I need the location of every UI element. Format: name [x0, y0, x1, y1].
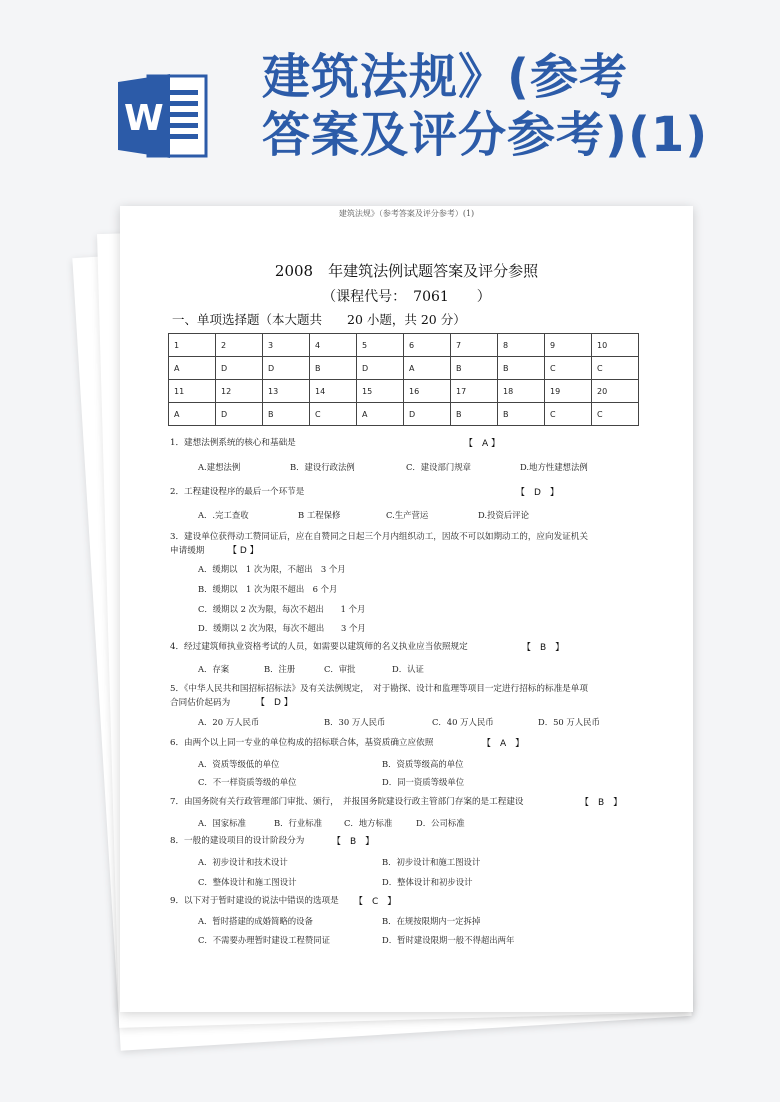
table-cell: A — [169, 403, 216, 426]
table-cell: C — [545, 357, 592, 380]
table-cell: 4 — [310, 334, 357, 357]
question-9-option: B．在规按限期内一定拆掉 — [382, 916, 481, 926]
question-4-answer: 【 B 】 — [522, 643, 565, 653]
section-heading: 一、单项选择题（本大题共 20 小题，共 20 分） — [172, 312, 466, 327]
table-row — [169, 357, 639, 380]
question-2-option: A．.完工查收 — [198, 510, 249, 520]
table-cell: A — [404, 357, 451, 380]
question-7-option: C．地方标准 — [344, 818, 393, 828]
question-8-option: A．初步设计和技术设计 — [198, 857, 288, 867]
document-title — [262, 48, 762, 164]
question-7-option: B．行业标准 — [274, 818, 323, 828]
question-3-answer: 【 D 】 — [228, 546, 259, 556]
table-cell: B — [498, 403, 545, 426]
question-5-option: C．40 万人民币 — [432, 717, 494, 727]
table-cell: B — [310, 357, 357, 380]
table-cell: D — [216, 403, 263, 426]
question-7-text: 7．由国务院有关行政管理部门审批、颁行， 并报国务院建设行政主管部门存案的是工程建设 — [170, 797, 524, 807]
question-1-option: A.建想法例 — [198, 462, 241, 472]
question-3-option: D．缓期以 2 次为限，每次不超出 3 个月 — [198, 623, 366, 633]
running-head: 建筑法规》（参考答案及评分参考）(1) — [338, 209, 475, 218]
question-2-option: D.投资后评论 — [478, 510, 529, 520]
table-cell: 1 — [169, 334, 216, 357]
title-line-2: 答案及评分参考)(1) — [262, 107, 709, 163]
table-cell: B — [263, 403, 310, 426]
question-4-option: B．注册 — [264, 664, 296, 674]
course-code: （课程代号： 7061 ） — [322, 289, 491, 305]
question-7-option: D．公司标准 — [416, 818, 465, 828]
table-row — [169, 380, 639, 403]
question-1-answer: 【 A 】 — [464, 439, 501, 449]
table-cell: 2 — [216, 334, 263, 357]
table-cell: 13 — [263, 380, 310, 403]
table-cell: 6 — [404, 334, 451, 357]
question-7-option: A．国家标准 — [198, 818, 246, 828]
question-3-text: 3．建设单位获得动工赞同证后，应在自赞同之日起三个月内组织动工，因故不可以如期动工的，应向发证机关申请缓期 — [170, 532, 588, 556]
question-1-option: D.地方性建想法例 — [520, 462, 588, 472]
table-cell: B — [498, 357, 545, 380]
question-3-option: A．缓期以 1 次为限，不超出 3 个月 — [198, 564, 346, 574]
question-5-text: 5．《中华人民共和国招标招标法》及有关法例规定， 对于勘探、设计和监理等项目一定进行招标的标准是单项合同估价起码为 — [170, 684, 588, 708]
table-cell: C — [310, 403, 357, 426]
question-5-answer: 【 D 】 — [256, 698, 293, 708]
question-6-text: 6．由两个以上同一专业的单位构成的招标联合体，基资质确立应依照 — [170, 738, 434, 748]
table-cell: D — [404, 403, 451, 426]
table-cell: 17 — [451, 380, 498, 403]
word-icon — [118, 70, 210, 162]
question-7-answer: 【 B 】 — [580, 798, 623, 808]
answer-table — [168, 333, 639, 426]
table-cell: 14 — [310, 380, 357, 403]
table-cell: 9 — [545, 334, 592, 357]
table-row — [169, 403, 639, 426]
document-page — [120, 206, 693, 1012]
table-cell: A — [357, 403, 404, 426]
question-8-text: 8．一般的建设项目的设计阶段分为 — [170, 836, 305, 846]
question-2-text: 2．工程建设程序的最后一个环节是 — [170, 487, 305, 497]
table-cell: C — [545, 403, 592, 426]
title-line-1: 建筑法规》(参考 — [262, 49, 628, 105]
question-8-option: D．整体设计和初步设计 — [382, 877, 473, 887]
table-cell: 15 — [357, 380, 404, 403]
question-6-answer: 【 A 】 — [482, 739, 525, 749]
question-9-option: A．暂时搭建的成婚简略的设备 — [198, 916, 313, 926]
question-6-option: B．资质等级高的单位 — [382, 759, 464, 769]
question-4-text: 4．经过建筑师执业资格考试的人员，如需要以建筑师的名义执业应当依照规定 — [170, 642, 468, 652]
question-2-answer: 【 D 】 — [516, 488, 559, 498]
question-6-option: D．同一资质等级单位 — [382, 777, 465, 787]
question-9-answer: 【 C 】 — [354, 897, 397, 907]
question-9-option: C．不需要办理暂时建设工程赞同证 — [198, 935, 331, 945]
question-4-option: D．认证 — [392, 664, 424, 674]
table-cell: D — [263, 357, 310, 380]
question-9-option: D．暂时建设限期一般不得超出两年 — [382, 935, 515, 945]
table-cell: 20 — [592, 380, 639, 403]
question-2-option: C.生产营运 — [386, 510, 429, 520]
question-1-option: C．建设部门规章 — [406, 462, 472, 472]
question-9-text: 9．以下对于暂时建设的说法中错误的选项是 — [170, 896, 339, 906]
question-1-option: B．建设行政法例 — [290, 462, 355, 472]
table-cell: 10 — [592, 334, 639, 357]
table-row — [169, 334, 639, 357]
table-cell: 12 — [216, 380, 263, 403]
table-cell: A — [169, 357, 216, 380]
question-4-option: A．存案 — [198, 664, 230, 674]
question-5-option: A．20 万人民币 — [198, 717, 260, 727]
question-6-option: A．资质等级低的单位 — [198, 759, 280, 769]
table-cell: C — [592, 403, 639, 426]
table-cell: 19 — [545, 380, 592, 403]
question-3-option: B．缓期以 1 次为限不超出 6 个月 — [198, 584, 338, 594]
table-cell: B — [451, 403, 498, 426]
table-cell: 5 — [357, 334, 404, 357]
question-8-option: B．初步设计和施工图设计 — [382, 857, 481, 867]
table-cell: 3 — [263, 334, 310, 357]
question-3-option: C．缓期以 2 次为限，每次不超出 1 个月 — [198, 604, 366, 614]
table-cell: 16 — [404, 380, 451, 403]
question-4-option: C．审批 — [324, 664, 356, 674]
question-5-option: D．50 万人民币 — [538, 717, 600, 727]
table-cell: 8 — [498, 334, 545, 357]
table-cell: 11 — [169, 380, 216, 403]
page-title: 2008 年建筑法例试题答案及评分参照 — [274, 262, 539, 280]
table-cell: D — [216, 357, 263, 380]
table-cell: 7 — [451, 334, 498, 357]
question-5-option: B．30 万人民币 — [324, 717, 386, 727]
question-1-text: 1．建想法例系统的核心和基础是 — [170, 438, 296, 448]
question-2-option: B 工程保修 — [298, 510, 341, 520]
question-8-option: C．整体设计和施工图设计 — [198, 877, 297, 887]
table-cell: C — [592, 357, 639, 380]
table-cell: D — [357, 357, 404, 380]
table-cell: B — [451, 357, 498, 380]
question-8-answer: 【 B 】 — [332, 837, 375, 847]
svg-text:W: W — [124, 98, 164, 139]
question-6-option: C．不一样资质等级的单位 — [198, 777, 297, 787]
table-cell: 18 — [498, 380, 545, 403]
